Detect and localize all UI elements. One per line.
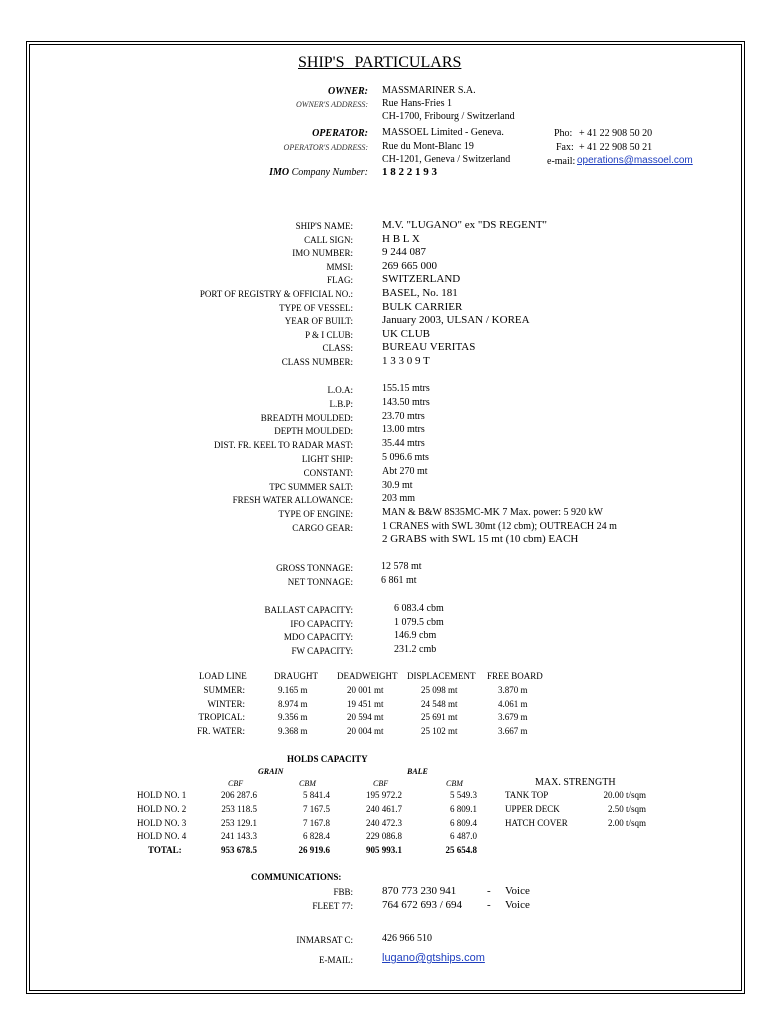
max-strength-title: MAX. STRENGTH [535,777,616,788]
cargo-gear-line2: 2 GRABS with SWL 15 mt (10 cbm) EACH [382,533,579,545]
dimension-label: TYPE OF ENGINE: [278,509,353,520]
dimension-label: CONSTANT: [303,467,353,478]
inmarsat-value: 426 966 510 [382,933,432,944]
dimension-label: CARGO GEAR: [292,523,353,533]
dimension-value: 1 CRANES with SWL 30mt (12 cbm); OUTREACH 24 m [382,521,617,532]
particular-value: SWITZERLAND [382,273,461,286]
load-line-row-label: SUMMER: [203,685,245,695]
dimension-value: Abt 270 mt [382,465,428,477]
operator-address-label: OPERATOR'S ADDRESS: [283,143,368,152]
hold-cell: 5 549.3 [450,790,477,800]
load-line-cell: 3.667 m [498,725,528,736]
capacity-value: 146.9 cbm [394,630,437,641]
hold-cell: 6 809.4 [450,817,477,828]
hold-cell: 7 167.5 [303,803,330,814]
particular-label: FLAG: [326,275,353,286]
fbb-value: 870 773 230 941 [382,885,457,897]
hold-cell: 229 086.8 [366,831,402,842]
dimension-value: 23.70 mtrs [382,410,425,422]
particular-value: BUREAU VERITAS [382,341,476,354]
dimension-label: BREADTH MOULDED: [260,412,353,423]
capacity-value: 231.2 cmb [394,643,437,655]
hold-cell: 240 472.3 [366,817,402,828]
load-line-cell: 20 004 mt [347,725,384,736]
particular-value: UK CLUB [382,327,430,340]
dimension-value: 35.44 mtrs [382,438,425,450]
strength-item-label: UPPER DECK [505,804,560,814]
fleet77-type: Voice [505,899,530,911]
dimension-value: MAN & B&W 8S35MC-MK 7 Max. power: 5 920 kW [382,507,603,519]
particular-value: H B L X [382,232,420,245]
dimension-label: LIGHT SHIP: [301,454,353,464]
owner-address-line2: CH-1700, Fribourg / Switzerland [382,111,515,122]
email-label: E-MAIL: [319,955,353,965]
load-line-header: LOAD LINE [199,671,247,681]
hold-row-label: HOLD NO. 3 [137,817,187,828]
hold-cell: 240 461.7 [366,803,402,814]
load-line-cell: 3.679 m [498,712,528,723]
dimension-label: L.B.P: [329,398,353,409]
particular-label: YEAR OF BUILT: [284,316,353,327]
tonnage-value: 6 861 mt [381,575,417,586]
capacity-value: 6 083.4 cbm [394,603,444,614]
particular-label: CALL SIGN: [304,234,353,245]
load-line-cell: 8.974 m [278,698,308,709]
load-line-header: DEADWEIGHT [337,671,398,681]
dimension-value: 5 096.6 mts [382,452,429,463]
operator-fax-label: Fax: [556,142,574,153]
communications-title: COMMUNICATIONS: [251,872,342,882]
hold-cell: 6 487.0 [450,831,477,842]
load-line-cell: 4.061 m [498,698,528,709]
particular-label: SHIP'S NAME: [295,221,353,231]
operator-address-line2: CH-1201, Geneva / Switzerland [382,154,511,165]
particular-value: M.V. "LUGANO" ex "DS REGENT" [382,219,548,231]
holds-total-cell: 953 678.5 [221,845,257,855]
dimension-value: 143.50 mtrs [382,396,430,408]
owner-address-line1: Rue Hans-Fries 1 [382,98,452,109]
fbb-dash: - [487,885,491,897]
particular-value: BULK CARRIER [382,300,463,313]
load-line-cell: 3.870 m [498,685,528,695]
hold-cell: 206 287.6 [221,790,257,800]
fleet77-value: 764 672 693 / 694 [382,899,463,911]
hold-cell: 6 809.1 [450,803,477,814]
operator-fax: + 41 22 908 50 21 [579,142,653,153]
holds-total-cell: 25 654.8 [445,845,477,855]
capacity-label: IFO CAPACITY: [290,618,353,629]
bale-label: BALE [407,767,428,776]
dimension-value: 155.15 mtrs [382,383,430,394]
load-line-header: DRAUGHT [274,671,318,681]
load-line-cell: 24 548 mt [421,698,458,709]
holds-unit-header: CBF [373,779,389,788]
load-line-header: DISPLACEMENT [407,671,476,681]
fbb-type: Voice [505,885,530,897]
holds-capacity-title: HOLDS CAPACITY [287,754,368,764]
capacity-label: FW CAPACITY: [291,645,353,656]
imo-company-number: 1 8 2 2 1 9 3 [382,166,437,178]
load-line-cell: 25 102 mt [421,725,458,736]
dimension-label: DEPTH MOULDED: [274,426,353,437]
dimension-value: 203 mm [382,493,416,505]
load-line-cell: 9.165 m [278,685,308,695]
hold-cell: 241 143.3 [221,831,257,842]
particular-label: CLASS: [322,343,353,354]
hold-cell: 253 118.5 [221,803,257,814]
load-line-header: FREE BOARD [487,671,543,681]
tonnage-label: GROSS TONNAGE: [276,563,353,573]
operator-phone-label: Pho: [554,128,573,139]
load-line-cell: 9.368 m [278,725,308,736]
strength-item-label: HATCH COVER [505,818,568,828]
strength-item-value: 2.00 t/sqm [607,818,646,828]
dimension-value: 13.00 mtrs [382,424,425,436]
load-line-row-label: FR. WATER: [197,725,245,736]
hold-row-label: HOLD NO. 4 [137,831,187,842]
particular-value: 1 3 3 0 9 T [382,355,430,367]
capacity-value: 1 079.5 cbm [394,616,444,628]
fleet77-dash: - [487,899,491,911]
load-line-cell: 20 001 mt [347,685,384,695]
tonnage-label: NET TONNAGE: [287,577,353,587]
particular-label: IMO NUMBER: [292,248,353,259]
inmarsat-label: INMARSAT C: [296,935,353,945]
owner-label: OWNER: [327,86,368,97]
hold-cell: 7 167.8 [303,817,330,828]
tonnage-value: 12 578 mt [381,561,422,572]
page-title: SHIP'S PARTICULARS [298,54,462,71]
hold-cell: 6 828.4 [303,831,330,842]
holds-unit-header: CBM [299,779,316,788]
hold-row-label: HOLD NO. 1 [137,790,187,800]
holds-unit-header: CBF [228,779,244,788]
particular-label: TYPE OF VESSEL: [279,302,353,313]
load-line-cell: 19 451 mt [347,698,384,709]
hold-row-label: HOLD NO. 2 [137,803,187,814]
particular-label: P & I CLUB: [305,329,353,340]
imo-company-label-rest: Company Number: [291,167,368,178]
particular-label: MMSI: [326,261,353,272]
load-line-cell: 25 098 mt [421,685,458,695]
operator-email-label: e-mail: [547,156,576,167]
operator-address-line1: Rue du Mont-Blanc 19 [382,141,474,152]
dimension-label: L.O.A: [327,385,353,395]
particular-value: 269 665 000 [382,259,437,272]
ship-email-link[interactable]: lugano@gtships.com [382,952,485,964]
load-line-cell: 20 594 mt [347,712,384,723]
load-line-row-label: TROPICAL: [198,712,245,723]
capacity-label: BALLAST CAPACITY: [264,605,353,615]
load-line-row-label: WINTER: [207,698,245,709]
operator-label: OPERATOR: [312,128,368,139]
load-line-cell: 25 691 mt [421,712,458,723]
dimension-value: 30.9 mt [382,479,413,491]
dimension-label: TPC SUMMER SALT: [269,481,353,492]
holds-total-label: TOTAL: [148,845,182,855]
hold-cell: 253 129.1 [221,817,257,828]
hold-cell: 195 972.2 [366,790,402,800]
particular-label: PORT OF REGISTRY & OFFICIAL NO.: [199,289,353,299]
strength-item-value: 20.00 t/sqm [603,790,646,800]
fleet77-label: FLEET 77: [312,901,353,911]
particular-value: 9 244 087 [382,246,426,259]
particular-label: CLASS NUMBER: [281,357,353,367]
fbb-label: FBB: [333,887,353,897]
imo-company-label [68,167,368,178]
strength-item-value: 2.50 t/sqm [607,804,646,814]
strength-item-label: TANK TOP [505,790,549,800]
capacity-label: MDO CAPACITY: [283,632,353,642]
operator-email-link[interactable]: operations@massoel.com [577,155,693,166]
dimension-label: DIST. FR. KEEL TO RADAR MAST: [214,440,353,451]
operator-name: MASSOEL Limited - Geneva. [382,127,504,138]
holds-total-cell: 26 919.6 [298,845,330,855]
imo-company-label-bold: IMO [269,167,290,178]
holds-unit-header: CBM [446,779,463,788]
owner-address-label: OWNER'S ADDRESS: [296,100,368,109]
owner-name: MASSMARINER S.A. [382,85,476,96]
holds-total-cell: 905 993.1 [366,845,402,855]
load-line-cell: 9.356 m [278,712,308,723]
grain-label: GRAIN [258,767,284,776]
dimension-label: FRESH WATER ALLOWANCE: [232,495,353,506]
hold-cell: 5 841.4 [303,790,330,800]
particular-value: January 2003, ULSAN / KOREA [382,314,530,327]
particular-value: BASEL, No. 181 [382,287,458,299]
operator-phone: + 41 22 908 50 20 [579,128,653,139]
